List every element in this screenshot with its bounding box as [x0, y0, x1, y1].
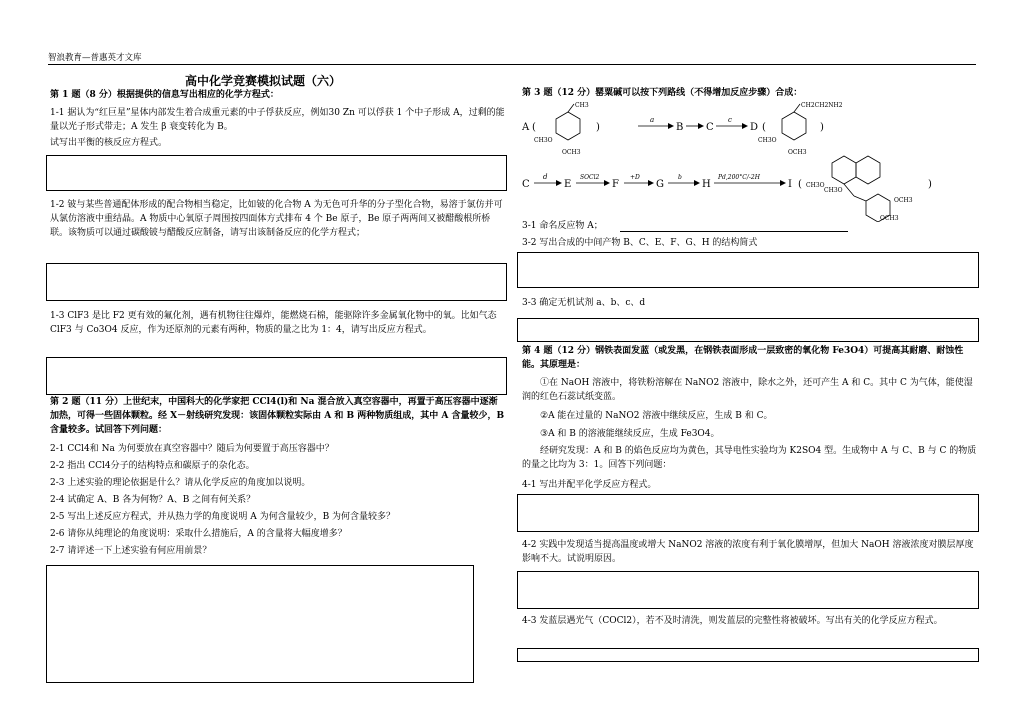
svg-text:G: G	[656, 179, 664, 190]
benzene-ring-A	[556, 112, 580, 140]
synthesis-route-2	[518, 150, 978, 222]
svg-text:OCH3: OCH3	[788, 149, 807, 156]
svg-text:I: I	[788, 179, 792, 190]
q1-1-text: 1-1 据认为“红巨星”星体内部发生着合成重元素的中子俘获反应，例如30 Zn 可以俘获 1 个中子形成 A，过剩的能量以光子形式带走；A 发生 β 衰变转化为 B。	[50, 108, 505, 132]
header-rule	[48, 64, 976, 65]
compound-A-label: A	[522, 122, 530, 133]
q4-step1: ①在 NaOH 溶液中，将铁粉溶解在 NaNO2 溶液中，除水之外，还可产生 A 和 C。其中 C 为气体，能使湿润的红色石蕊试纸变蓝。	[522, 378, 973, 402]
q4-step3: ③A 和 B 的溶液能继续反应，生成 Fe3O4。	[540, 429, 720, 439]
svg-text:Pd,200°C/-2H: Pd,200°C/-2H	[718, 174, 760, 181]
header-source: 智浪教育—普惠英才文库	[48, 53, 142, 63]
svg-text:F: F	[612, 179, 619, 190]
answer-box-4-3[interactable]	[517, 648, 979, 662]
svg-text:B: B	[676, 122, 684, 133]
ch3-label: CH3	[575, 102, 589, 109]
q3-1: 3-1 命名反应物 A；	[522, 221, 603, 231]
answer-box-3-2[interactable]	[517, 252, 979, 288]
q1-2-text: 1-2 铍与某些普通配体形成的配合物相当稳定，比如铍的化合物 A 为无色可升华的分子型化合物，易溶于氯仿并可从氯仿溶液中重结晶。A 物质中心氧原子周围按四面体方式排布 4 个 Be 原子，Be 原子两两间又被醋酸根所桥联。该物质可以通过碳酸铍与醋酸反应制备，请写出该制备反应的化学方程式；	[50, 200, 503, 238]
svg-text:C: C	[522, 179, 530, 190]
svg-text:): )	[928, 179, 932, 190]
q4-step2: ②A 能在过量的 NaNO2 溶液中继续反应，生成 B 和 C。	[540, 411, 773, 421]
svg-text:): )	[820, 122, 824, 133]
q2-list	[50, 442, 505, 561]
svg-text:): )	[596, 122, 600, 133]
q2-head: 第 2 题（11 分）上世纪末，中国科大的化学家把 CCl4(l)和 Na 混合放入真空容器中，再置于高压容器中逐渐加热，可得一些固体颗粒。经 X－射线研究发现：该固体颗粒实际由 A 和 B 两种物质组成，其中 A 含量较少，B 含量较多。试回答下列问题：	[50, 397, 505, 435]
q2-item: 2-6 请你从纯理论的角度说明：采取什么措施后，A 的含量将大幅度增多？	[50, 529, 347, 539]
q2-item: 2-4 试确定 A、B 各为何物？A、B 之间有何关系？	[50, 495, 256, 505]
svg-text:CH3O: CH3O	[758, 137, 777, 144]
q1-head: 第 1 题（8 分）根据提供的信息写出相应的化学方程式：	[50, 90, 279, 100]
ch3o-label: CH3O	[534, 137, 553, 144]
svg-text:+D: +D	[630, 174, 640, 181]
svg-text:CH3O: CH3O	[824, 187, 843, 194]
svg-text:D: D	[750, 122, 759, 133]
isoquinoline-ring	[832, 156, 856, 184]
q2-item: 2-5 写出上述反应方程式，并从热力学的角度说明 A 为何含量较少，B 为何含量较多？	[50, 512, 396, 522]
answer-box-4-1[interactable]	[517, 494, 979, 532]
svg-text:H: H	[702, 179, 711, 190]
svg-text:E: E	[564, 179, 572, 190]
answer-box-4-2[interactable]	[517, 571, 979, 609]
q1-3-text: 1-3 ClF3 是比 F2 更有效的氟化剂，遇有机物往往爆炸，能燃烧石棉，能驱除许多金属氧化物中的氧。比如气态 ClF3 与 Co3O4 反应，作为还原剂的元素有两种，物质的量之比为 1：4，请写出反应方程式。	[50, 311, 497, 335]
q3-head: 第 3 题（12 分）罂粟碱可以按下列路线（不得增加反应步骤）合成：	[522, 88, 803, 98]
svg-text:OCH3: OCH3	[894, 197, 913, 204]
q4-1: 4-1 写出并配平化学反应方程式。	[522, 480, 657, 490]
answer-box-1-1[interactable]	[46, 155, 507, 191]
q4-2: 4-2 实践中发现适当提高温度或增大 NaNO2 溶液的浓度有利于氧化膜增厚，但加大 NaOH 溶液浓度对膜层厚度影响不大。试说明原因。	[522, 540, 974, 564]
svg-text:b: b	[678, 174, 682, 181]
q2-item: 2-3 上述实验的理论依据是什么？请从化学反应的角度加以说明。	[50, 478, 311, 488]
q3-1-answer-line[interactable]	[620, 231, 848, 232]
och3-label: OCH3	[562, 149, 581, 156]
svg-text:c: c	[728, 116, 732, 124]
q2-item: 2-2 指出 CCl4分子的结构特点和碳原子的杂化态。	[50, 461, 255, 471]
q4-3: 4-3 发蓝层遇光气（COCl2），若不及时清洗，则发蓝层的完整性将被破坏。写出有关的化学反应方程式。	[522, 616, 943, 626]
answer-box-2[interactable]	[46, 565, 474, 683]
svg-text:CH3O: CH3O	[806, 182, 825, 189]
answer-box-1-2[interactable]	[46, 263, 507, 301]
answer-box-3-3[interactable]	[517, 318, 979, 342]
q4-head: 第 4 题（12 分）钢铁表面发蓝（或发黑，在钢铁表面形成一层致密的氧化物 Fe3O4）可提高其耐磨、耐蚀性能。其原理是：	[522, 346, 964, 370]
benzene-ring-D	[782, 112, 806, 140]
answer-box-1-3[interactable]	[46, 357, 507, 395]
svg-text:(: (	[762, 122, 766, 133]
q3-2: 3-2 写出合成的中间产物 B、C、E、F、G、H 的结构简式	[522, 238, 758, 248]
q1-1-instruction: 试写出平衡的核反应方程式。	[50, 138, 168, 148]
q4-findings: 经研究发现：A 和 B 的焰色反应均为黄色，其导电性实验均为 K2SO4 型。生成物中 A 与 C、B 与 C 的物质的量之比均为 3：1。回答下列问题：	[522, 446, 977, 470]
ch2ch2nh2-label: CH2CH2NH2	[801, 102, 843, 109]
synthesis-route-1	[518, 98, 978, 158]
svg-text:(: (	[532, 122, 536, 133]
svg-text:C: C	[706, 122, 714, 133]
svg-text:a: a	[650, 116, 655, 124]
q2-item: 2-7 请评述一下上述实验有何应用前景？	[50, 546, 212, 556]
svg-text:(: (	[798, 179, 802, 190]
svg-text:d: d	[543, 173, 548, 181]
q2-item: 2-1 CCl4和 Na 为何要放在真空容器中？随后为何要置于高压容器中？	[50, 444, 334, 454]
svg-text:OCH3: OCH3	[880, 215, 899, 222]
q3-3: 3-3 确定无机试剂 a、b、c、d	[522, 298, 646, 308]
page-title: 高中化学竞赛模拟试题（六）	[185, 74, 342, 88]
svg-text:SOCl2: SOCl2	[580, 174, 600, 181]
